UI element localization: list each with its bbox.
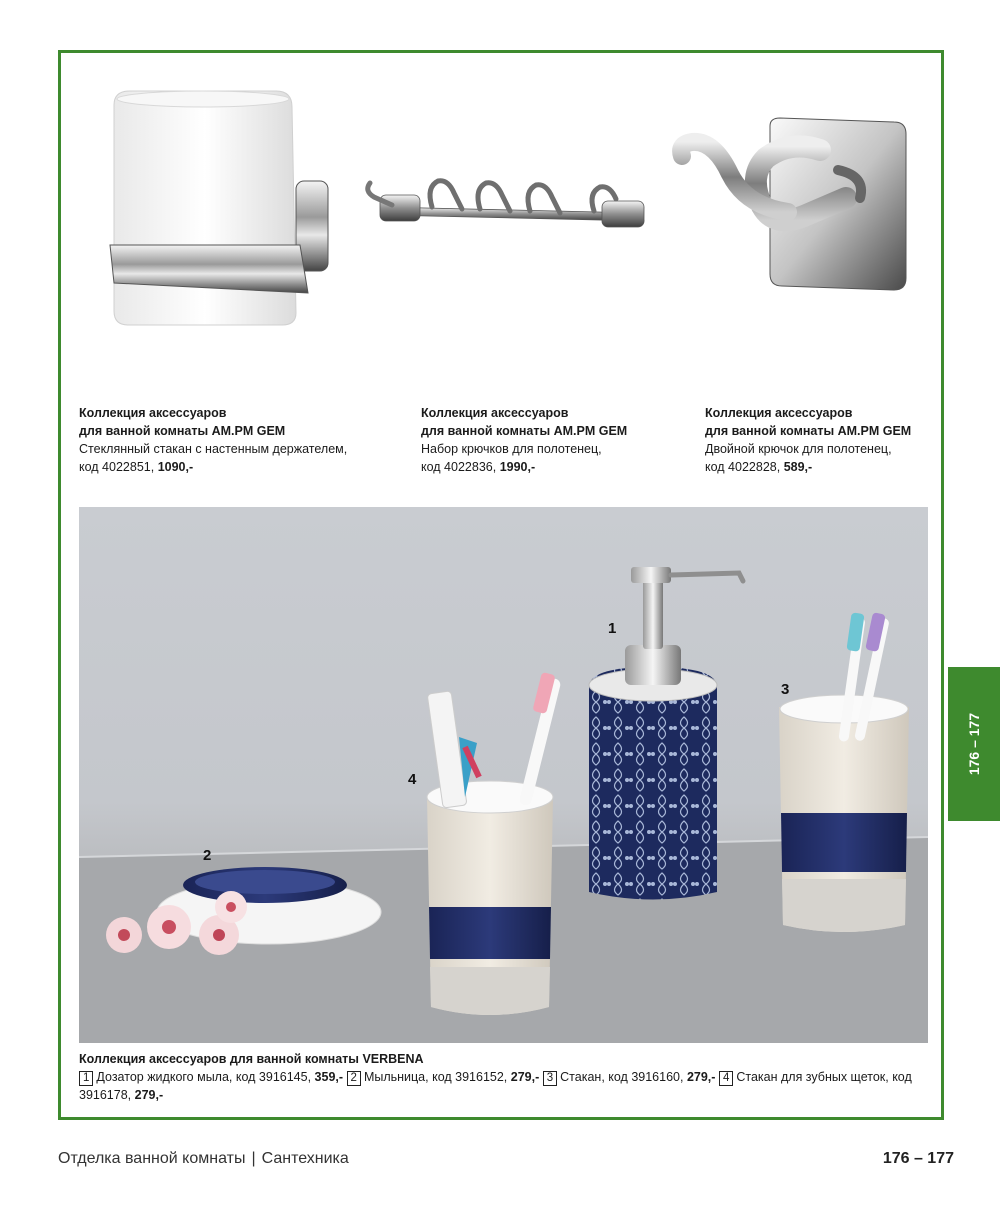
product-collection: для ванной комнаты AM.PM GEM <box>421 424 628 438</box>
product-code: код 4022851, <box>79 460 155 474</box>
product-price: 1090,- <box>157 460 194 474</box>
page-side-tab <box>948 667 1000 821</box>
item-number-box: 4 <box>719 1071 733 1086</box>
footer-section-title: Отделка ванной комнаты <box>58 1150 246 1167</box>
side-tab-pages: 176 – 177 <box>966 712 982 776</box>
verbena-caption <box>79 1050 939 1104</box>
double-hook-image <box>670 110 920 300</box>
item-price: 279,- <box>510 1070 540 1084</box>
item-number-box: 1 <box>79 1071 93 1086</box>
product-collection: для ванной комнаты AM.PM GEM <box>79 424 286 438</box>
verbena-item-3 <box>543 1070 716 1084</box>
product-description: Стеклянный стакан с настенным держателем, <box>79 442 348 456</box>
verbena-scene <box>79 507 928 1043</box>
item-price: 279,- <box>134 1088 164 1102</box>
callout-3: 3 <box>781 681 790 698</box>
item-text: Стакан, код 3916160, <box>560 1070 684 1084</box>
callout-1: 1 <box>608 620 617 637</box>
item-number-box: 3 <box>543 1071 557 1086</box>
item-text: Дозатор жидкого мыла, код 3916145, <box>96 1070 312 1084</box>
item-number-box: 2 <box>347 1071 361 1086</box>
product-price: 589,- <box>783 460 813 474</box>
callout-2: 2 <box>203 847 212 864</box>
product-description: Набор крючков для полотенец, <box>421 442 602 456</box>
verbena-collection-photo <box>79 507 928 1043</box>
verbena-item-1 <box>79 1070 343 1084</box>
callout-4: 4 <box>408 771 417 788</box>
item-price: 279,- <box>686 1070 716 1084</box>
product-description: Двойной крючок для полотенец, <box>705 442 892 456</box>
footer-page-numbers: 176 – 177 <box>882 1150 954 1167</box>
product-title: Коллекция аксессуаров <box>421 406 569 420</box>
footer-separator: | <box>251 1150 256 1167</box>
item-price: 359,- <box>314 1070 344 1084</box>
product-title: Коллекция аксессуаров <box>79 406 227 420</box>
footer-subsection: Сантехника <box>261 1150 349 1167</box>
product-text-double-hook <box>705 404 911 476</box>
product-text-glass <box>79 404 347 476</box>
product-code: код 4022836, <box>421 460 497 474</box>
verbena-item-2 <box>347 1070 540 1084</box>
item-text: Мыльница, код 3916152, <box>363 1070 508 1084</box>
verbena-title: Коллекция аксессуаров для ванной комнаты VERBENA <box>79 1052 424 1066</box>
item-text: Стакан для зубных щеток, код 3916178, <box>79 1070 912 1102</box>
product-text-hook-rail <box>421 404 627 476</box>
product-collection: для ванной комнаты AM.PM GEM <box>705 424 912 438</box>
product-price: 1990,- <box>499 460 536 474</box>
product-title: Коллекция аксессуаров <box>705 406 853 420</box>
glass-tumbler-image <box>100 85 340 335</box>
product-code: код 4022828, <box>705 460 781 474</box>
footer-section <box>58 1150 349 1168</box>
towel-hook-rail-image <box>362 165 662 245</box>
